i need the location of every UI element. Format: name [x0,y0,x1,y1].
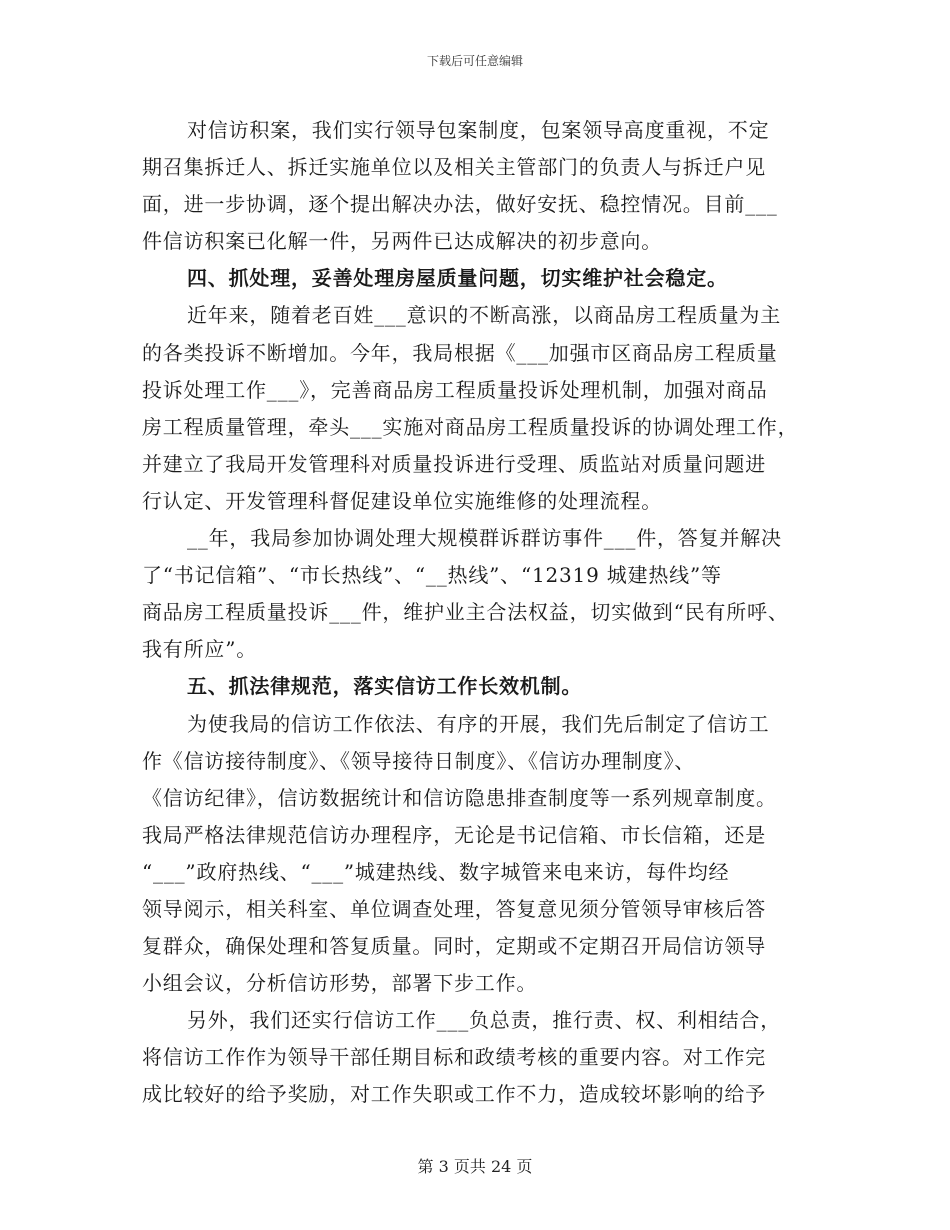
paragraph-line: “___”政府热线、“___”城建热线、数字城管来电来访，每件均经 [142,859,730,884]
paragraph-line: 的各类投诉不断增加。今年，我局根据《___加强市区商品房工程质量 [142,340,778,365]
page-header: 下载后可任意编辑 [426,54,523,68]
paragraph-line: 《信访纪律》，信访数据统计和信访隐患排查制度等一系列规章制度。 [142,785,777,810]
paragraph-line: 并建立了我局开发管理科对质量投诉进行受理、质监站对质量问题进 [142,451,766,476]
paragraph-line: 领导阅示，相关科室、单位调查处理，答复意见须分管领导审核后答 [142,896,766,921]
document-body [142,112,814,1114]
paragraph-line: 成比较好的给予奖励，对工作失职或工作不力，造成较坏影响的给予 [142,1082,766,1107]
paragraph-line: 了“书记信箱”、“市长热线”、“__热线”、“12319 城建热线”等 [142,563,722,588]
page-footer: 第 3 页共 24 页 [417,1157,533,1176]
paragraph-line: 我局严格法律规范信访办理程序，无论是书记信箱、市长信箱，还是 [142,822,766,847]
paragraph-line: 对信访积案，我们实行领导包案制度，包案领导高度重视，不定 [187,118,770,142]
section-heading-5: 五、抓法律规范，落实信访工作长效机制。 [187,674,583,699]
section-heading-4: 四、抓处理，妥善处理房屋质量问题，切实维护社会稳定。 [187,266,728,291]
paragraph-line: 作《信访接待制度》、《领导接待日制度》、《信访办理制度》、 [142,748,696,773]
paragraph-line: 面，进一步协调，逐个提出解决办法，做好安抚、稳控情况。目前___ [142,192,778,217]
paragraph-line: 投诉处理工作___》，完善商品房工程质量投诉处理机制，加强对商品 [142,377,768,402]
paragraph-line: 件信访积案已化解一件，另两件已达成解决的初步意向。 [142,229,662,254]
paragraph-line: 我有所应”。 [142,637,258,662]
paragraph-line: 另外，我们还实行信访工作___负总责，推行责、权、利相结合， [187,1008,781,1033]
paragraph-line: 期召集拆迁人、拆迁实施单位以及相关主管部门的负责人与拆迁户见 [142,155,766,180]
paragraph-line: 商品房工程质量投诉___件，维护业主合法权益，切实做到“民有所呼、 [142,600,789,625]
paragraph-line: 行认定、开发管理科督促建设单位实施维修的处理流程。 [142,488,662,513]
paragraph-line: 复群众，确保处理和答复质量。同时，定期或不定期召开局信访领导 [142,934,766,959]
paragraph-line: 近年来，随着老百姓___意识的不断高涨，以商品房工程质量为主 [187,303,781,328]
paragraph-line: 将信访工作作为领导干部任期目标和政绩考核的重要内容。对工作完 [142,1045,766,1070]
paragraph-line: 小组会议，分析信访形势，部署下步工作。 [142,971,538,996]
paragraph-line: __年，我局参加协调处理大规模群诉群访事件___件，答复并解决 [187,526,782,551]
paragraph-line: 房工程质量管理，牵头___实施对商品房工程质量投诉的协调处理工作， [142,414,799,439]
paragraph-line: 为使我局的信访工作依法、有序的开展，我们先后制定了信访工 [187,711,770,736]
